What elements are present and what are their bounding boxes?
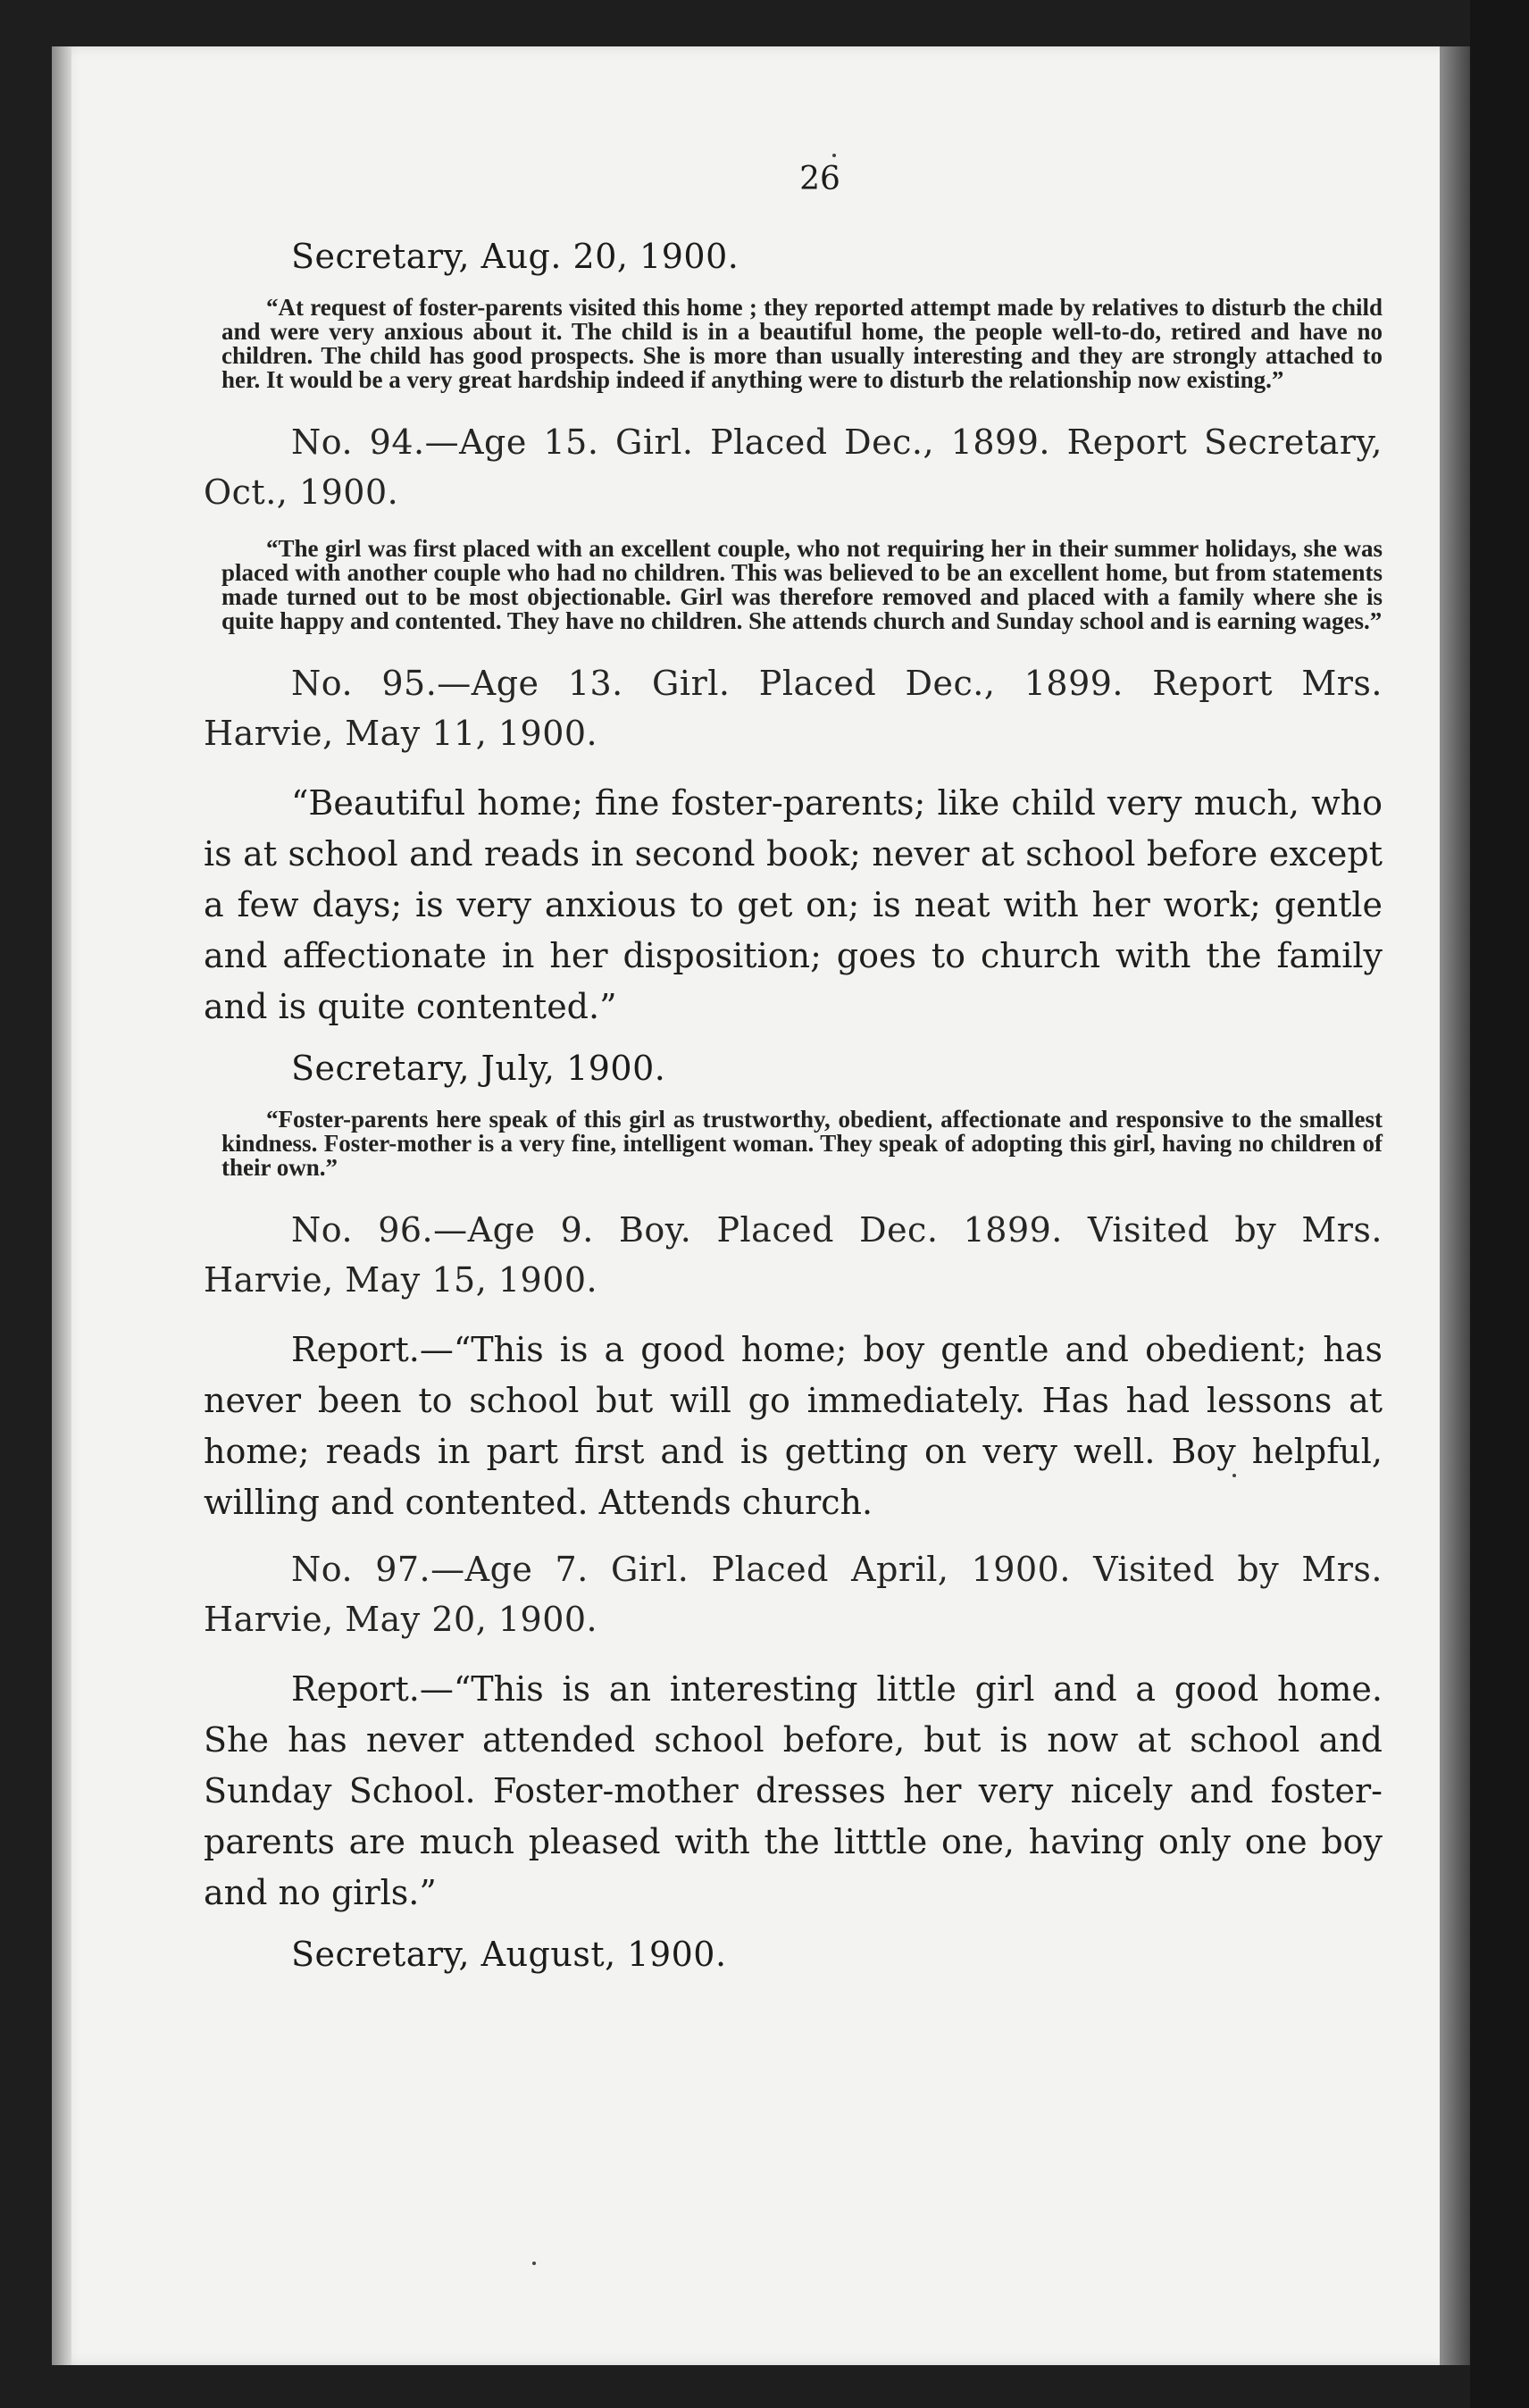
scan-speck: [832, 154, 836, 157]
quote-foster-parents-visit: “At request of foster-parents visited this home ; they reported attempt made by relatives to disturb the child and were very anxious about it. The child is in a beautiful home, the people well-to-do, retired and have no children. The child has good prospects. She is more than usually interesting and they are strongly attached to her. It would be a very great hardship indeed if anything were to disturb the relationship now existing.”: [221, 294, 1383, 393]
scan-speck: [1232, 1474, 1236, 1477]
attribution-secretary-aug-1900: Secretary, Aug. 20, 1900.: [291, 237, 739, 276]
report-no-96: Report.—“This is a good home; boy gentle and obedient; has never been to school but will go immediately. Has had lessons at home; reads in part first and is getting on very well. Boy helpful, willing and contented. Attends church.: [204, 1330, 1383, 1522]
page-number: 26: [799, 161, 840, 197]
page-gutter-shadow: [52, 46, 71, 2365]
entry-no-96: No. 96.—Age 9. Boy. Placed Dec. 1899. Visited by Mrs. Harvie, May 15, 1900.: [204, 1210, 1383, 1300]
entry-no-94: No. 94.—Age 15. Girl. Placed Dec., 1899. Report Secretary, Oct., 1900.: [204, 422, 1383, 512]
quote-no-94: “The girl was first placed with an excellent couple, who not requiring her in their summer holidays, she was placed with another couple who had no children. This was believed to be an excellent home, but from statements made turned out to be most objectionable. Girl was therefore removed and placed with a family where she is quite happy and contented. They have no children. She attends church and Sunday school and is earning wages.”: [221, 535, 1383, 634]
entry-no-97: No. 97.—Age 7. Girl. Placed April, 1900. Visited by Mrs. Harvie, May 20, 1900.: [204, 1550, 1383, 1639]
attribution-secretary-july-1900: Secretary, July, 1900.: [291, 1049, 666, 1088]
quote-no-95-secretary: “Foster-parents here speak of this girl as trustworthy, obedient, affectionate and responsive to the smallest kindness. Foster-mother is a very fine, intelligent woman. They speak of adopting this girl, having no children of their own.”: [221, 1106, 1383, 1181]
scan-border-right: [1470, 0, 1529, 2408]
entry-no-95: No. 95.—Age 13. Girl. Placed Dec., 1899. Report Mrs. Harvie, May 11, 1900.: [204, 664, 1383, 753]
report-no-95: “Beautiful home; fine foster-parents; like child very much, who is at school and reads in second book; never at school before except a few days; is very anxious to get on; is neat with her work; gentle and affectionate in her disposition; goes to church with the family and is quite contented.”: [204, 783, 1383, 1026]
report-no-97: Report.—“This is an interesting little girl and a good home. She has never attended school before, but is now at school and Sunday School. Foster-mother dresses her very nicely and foster-parents are much pleased with the litttle one, having only one boy and no girls.”: [204, 1669, 1383, 1912]
page-edge-shadow: [1440, 46, 1470, 2365]
attribution-secretary-august-1900: Secretary, August, 1900.: [291, 1935, 727, 1974]
page-content: [204, 161, 1383, 1994]
scan-speck: [532, 2262, 536, 2265]
